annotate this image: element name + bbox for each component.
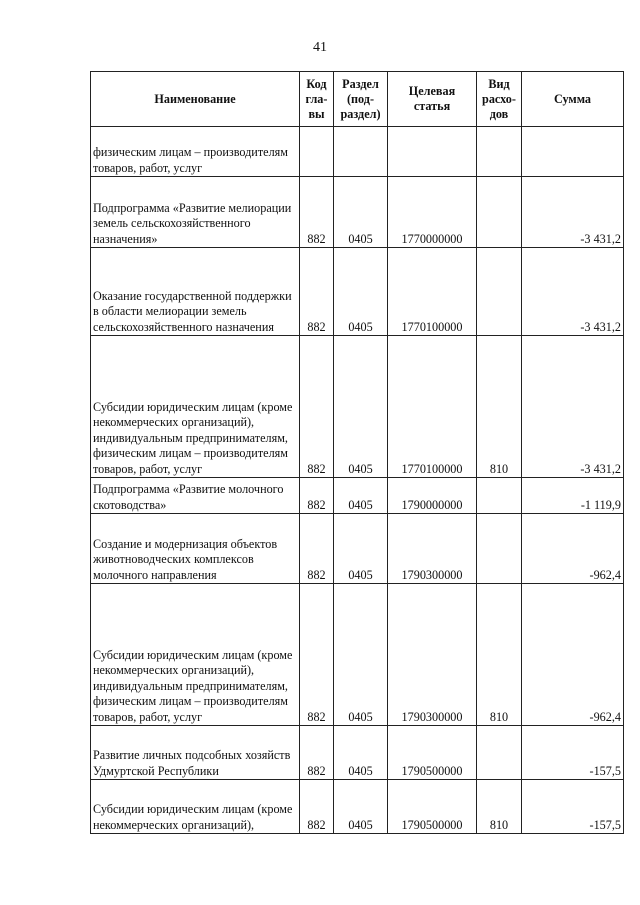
row-name: Субсидии юридическим лицам (кроме некоммерческих организаций), xyxy=(91,780,300,834)
row-target: 1790300000 xyxy=(388,514,477,584)
table-row xyxy=(91,248,624,336)
row-name: Субсидии юридическим лицам (кроме некоммерческих организаций), индивидуальным предпринимателям, физическим лицам – производителям товаров, работ, услуг xyxy=(91,336,300,478)
row-sum: -157,5 xyxy=(522,780,624,834)
row-name: Подпрограмма «Развитие молочного скотоводства» xyxy=(91,478,300,514)
header-target: Целевая статья xyxy=(388,72,477,127)
row-code xyxy=(300,127,334,177)
table-row xyxy=(91,584,624,726)
row-target: 1790500000 xyxy=(388,780,477,834)
row-target: 1790500000 xyxy=(388,726,477,780)
row-sum: -3 431,2 xyxy=(522,336,624,478)
table-row xyxy=(91,478,624,514)
table-row xyxy=(91,336,624,478)
row-code: 882 xyxy=(300,248,334,336)
row-code: 882 xyxy=(300,478,334,514)
row-sum: -962,4 xyxy=(522,514,624,584)
budget-table xyxy=(90,71,624,834)
row-vid: 810 xyxy=(477,584,522,726)
row-section: 0405 xyxy=(334,780,388,834)
table-row xyxy=(91,177,624,248)
row-section: 0405 xyxy=(334,584,388,726)
row-sum: -962,4 xyxy=(522,584,624,726)
row-name: Создание и модернизация объектов животноводческих комплексов молочного направления xyxy=(91,514,300,584)
header-vid: Вид расхо- дов xyxy=(477,72,522,127)
row-sum: -1 119,9 xyxy=(522,478,624,514)
row-target: 1770000000 xyxy=(388,177,477,248)
row-code: 882 xyxy=(300,726,334,780)
row-name: Подпрограмма «Развитие мелиорации земель сельскохозяйственного назначения» xyxy=(91,177,300,248)
row-sum: -3 431,2 xyxy=(522,248,624,336)
row-target: 1790000000 xyxy=(388,478,477,514)
table-row xyxy=(91,726,624,780)
table-row xyxy=(91,514,624,584)
row-section: 0405 xyxy=(334,336,388,478)
table-row xyxy=(91,780,624,834)
row-name: Субсидии юридическим лицам (кроме некоммерческих организаций), индивидуальным предпринимателям, физическим лицам – производителям товаров, работ, услуг xyxy=(91,584,300,726)
row-target: 1770100000 xyxy=(388,336,477,478)
row-name: физическим лицам – производителям товаров, работ, услуг xyxy=(91,127,300,177)
row-vid xyxy=(477,726,522,780)
row-sum: -157,5 xyxy=(522,726,624,780)
row-sum xyxy=(522,127,624,177)
row-code: 882 xyxy=(300,584,334,726)
row-section xyxy=(334,127,388,177)
row-vid: 810 xyxy=(477,336,522,478)
row-section: 0405 xyxy=(334,514,388,584)
row-target xyxy=(388,127,477,177)
page-number: 41 xyxy=(313,40,327,55)
row-vid xyxy=(477,127,522,177)
row-name: Оказание государственной поддержки в области мелиорации земель сельскохозяйственного назначения xyxy=(91,248,300,336)
header-section: Раздел (под- раздел) xyxy=(334,72,388,127)
row-vid: 810 xyxy=(477,780,522,834)
row-target: 1790300000 xyxy=(388,584,477,726)
row-code: 882 xyxy=(300,177,334,248)
row-section: 0405 xyxy=(334,726,388,780)
row-vid xyxy=(477,248,522,336)
row-section: 0405 xyxy=(334,177,388,248)
row-code: 882 xyxy=(300,514,334,584)
row-code: 882 xyxy=(300,336,334,478)
header-code: Код гла- вы xyxy=(300,72,334,127)
row-code: 882 xyxy=(300,780,334,834)
row-section: 0405 xyxy=(334,478,388,514)
row-sum: -3 431,2 xyxy=(522,177,624,248)
row-vid xyxy=(477,177,522,248)
table-row xyxy=(91,127,624,177)
row-name: Развитие личных подсобных хозяйств Удмуртской Республики xyxy=(91,726,300,780)
header-sum: Сумма xyxy=(522,72,624,127)
row-target: 1770100000 xyxy=(388,248,477,336)
row-vid xyxy=(477,514,522,584)
table-header-row xyxy=(91,72,624,127)
header-name: Наименование xyxy=(91,72,300,127)
row-section: 0405 xyxy=(334,248,388,336)
row-vid xyxy=(477,478,522,514)
